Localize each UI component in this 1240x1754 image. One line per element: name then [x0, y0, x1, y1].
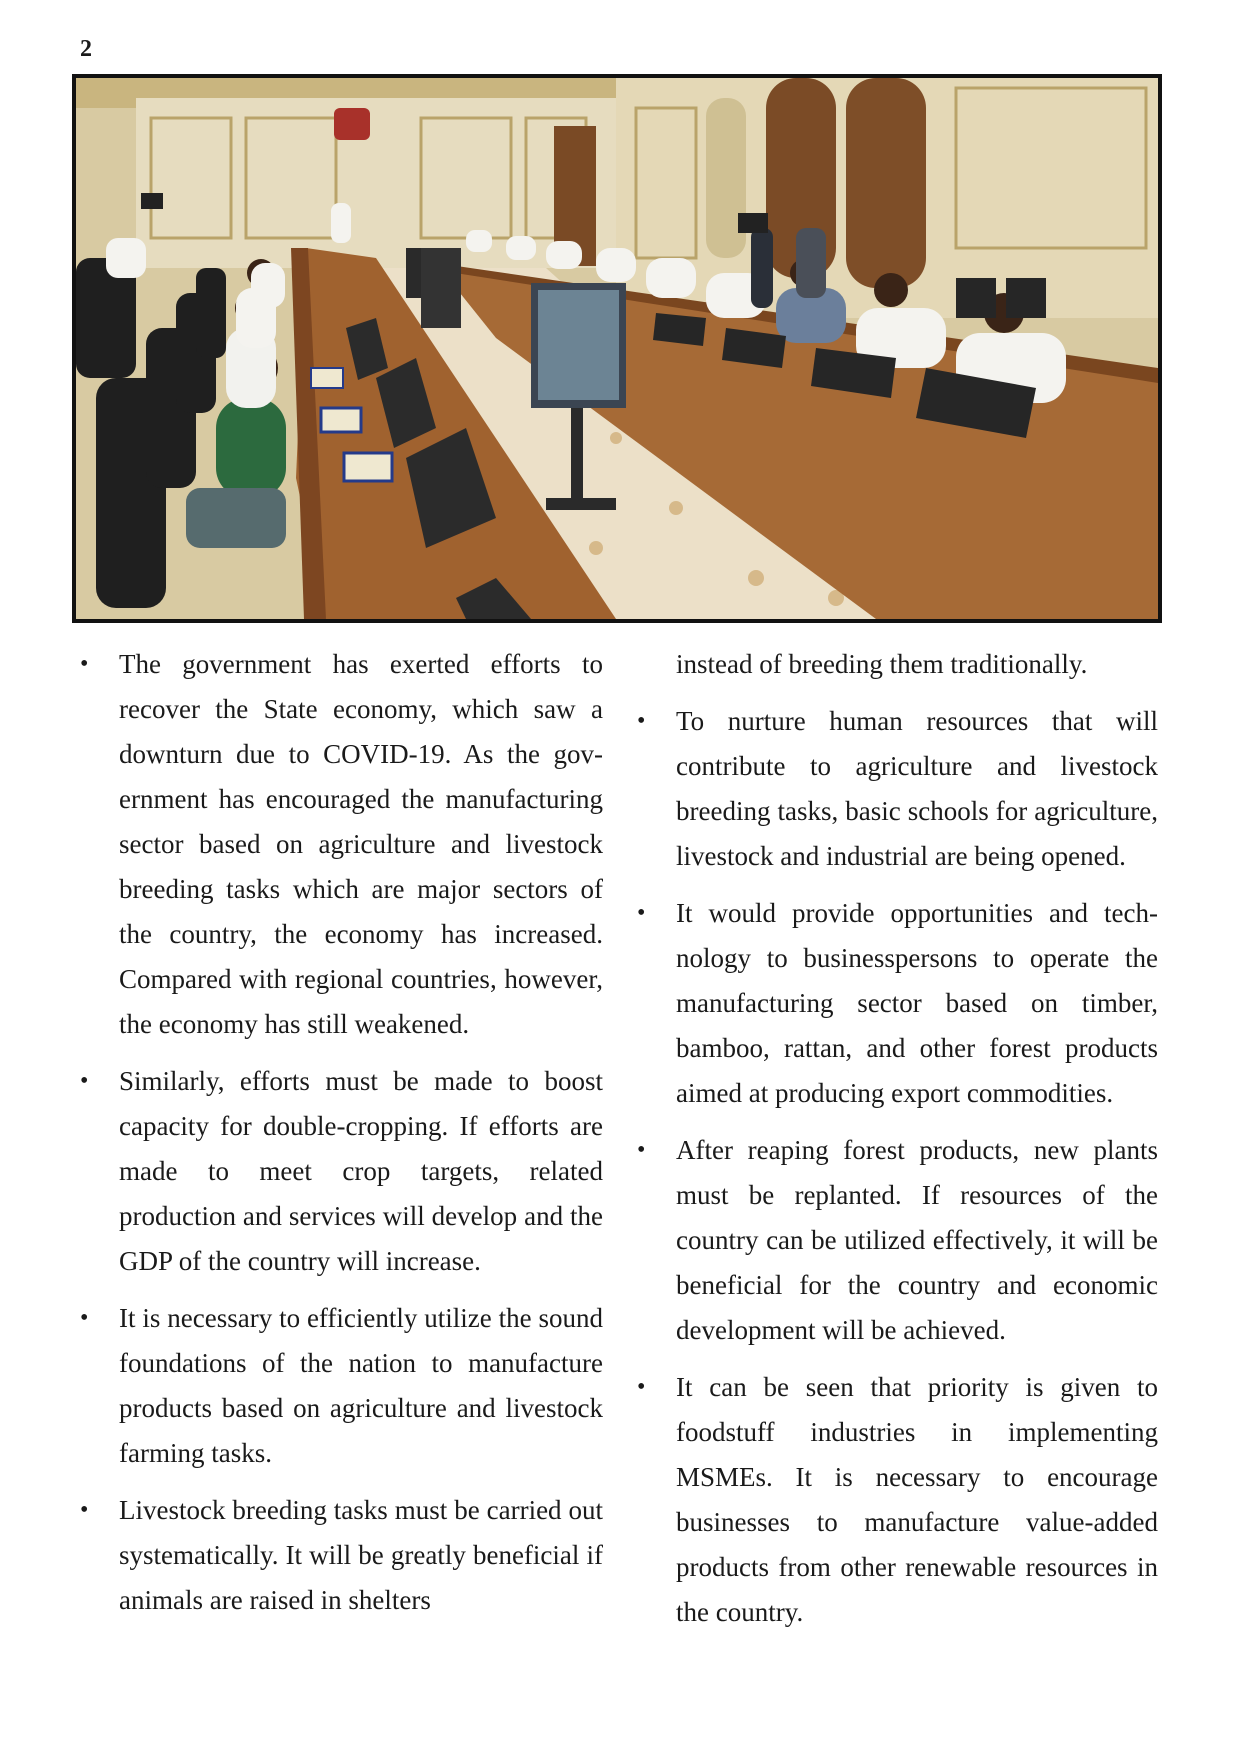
bullet-item: • Similarly, efforts must be made to boost capacity for double-cropping. If efforts are made to meet crop targets, related production and services will develop and the GDP of the country will increase.: [79, 1059, 603, 1284]
bullet-item: • It would provide opportunities and technology to businesspersons to operate the manufacturing sector based on timber, bamboo, rattan, and other forest products aimed at producing export commodities.: [636, 891, 1158, 1116]
page-number: 2: [80, 36, 92, 62]
bullet-item: • After reaping forest products, new plants must be replanted. If resources of the country can be utilized effectively, it will be beneficial for the country and economic development will be achieved.: [636, 1128, 1158, 1353]
bullet-item: • The government has exerted efforts to recover the State economy, which saw a downturn due to COVID-19. As the government has encouraged the manufacturing sector based on agriculture and livestock breeding tasks which are major sectors of the country, the economy has increased. Compared with regional countries, however, the economy has still weakened.: [79, 642, 603, 1047]
bullet-item: • It is necessary to efficiently utilize the sound foundations of the nation to manufacture products based on agriculture and livestock farming tasks.: [79, 1296, 603, 1476]
meeting-photo: [72, 74, 1162, 623]
right-column: [636, 642, 1158, 1647]
bullet-item: • It can be seen that priority is given to foodstuff industries in implementing MSMEs. It is necessary to encourage businesses to manufacture value-added products from other renewable resources in the country.: [636, 1365, 1158, 1635]
bullet-item: • To nurture human resources that will contribute to agriculture and livestock breeding tasks, basic schools for agriculture, livestock and industrial are being opened.: [636, 699, 1158, 879]
left-bullet-list: [79, 642, 603, 1623]
emblem-shape: [334, 108, 370, 140]
left-column: [79, 642, 603, 1635]
right-bullet-list: [636, 699, 1158, 1635]
bullet-item: • Livestock breeding tasks must be carried out systematically. It will be greatly beneficial if animals are raised in shelters: [79, 1488, 603, 1623]
continued-text: instead of breeding them traditionally.: [676, 649, 1088, 679]
